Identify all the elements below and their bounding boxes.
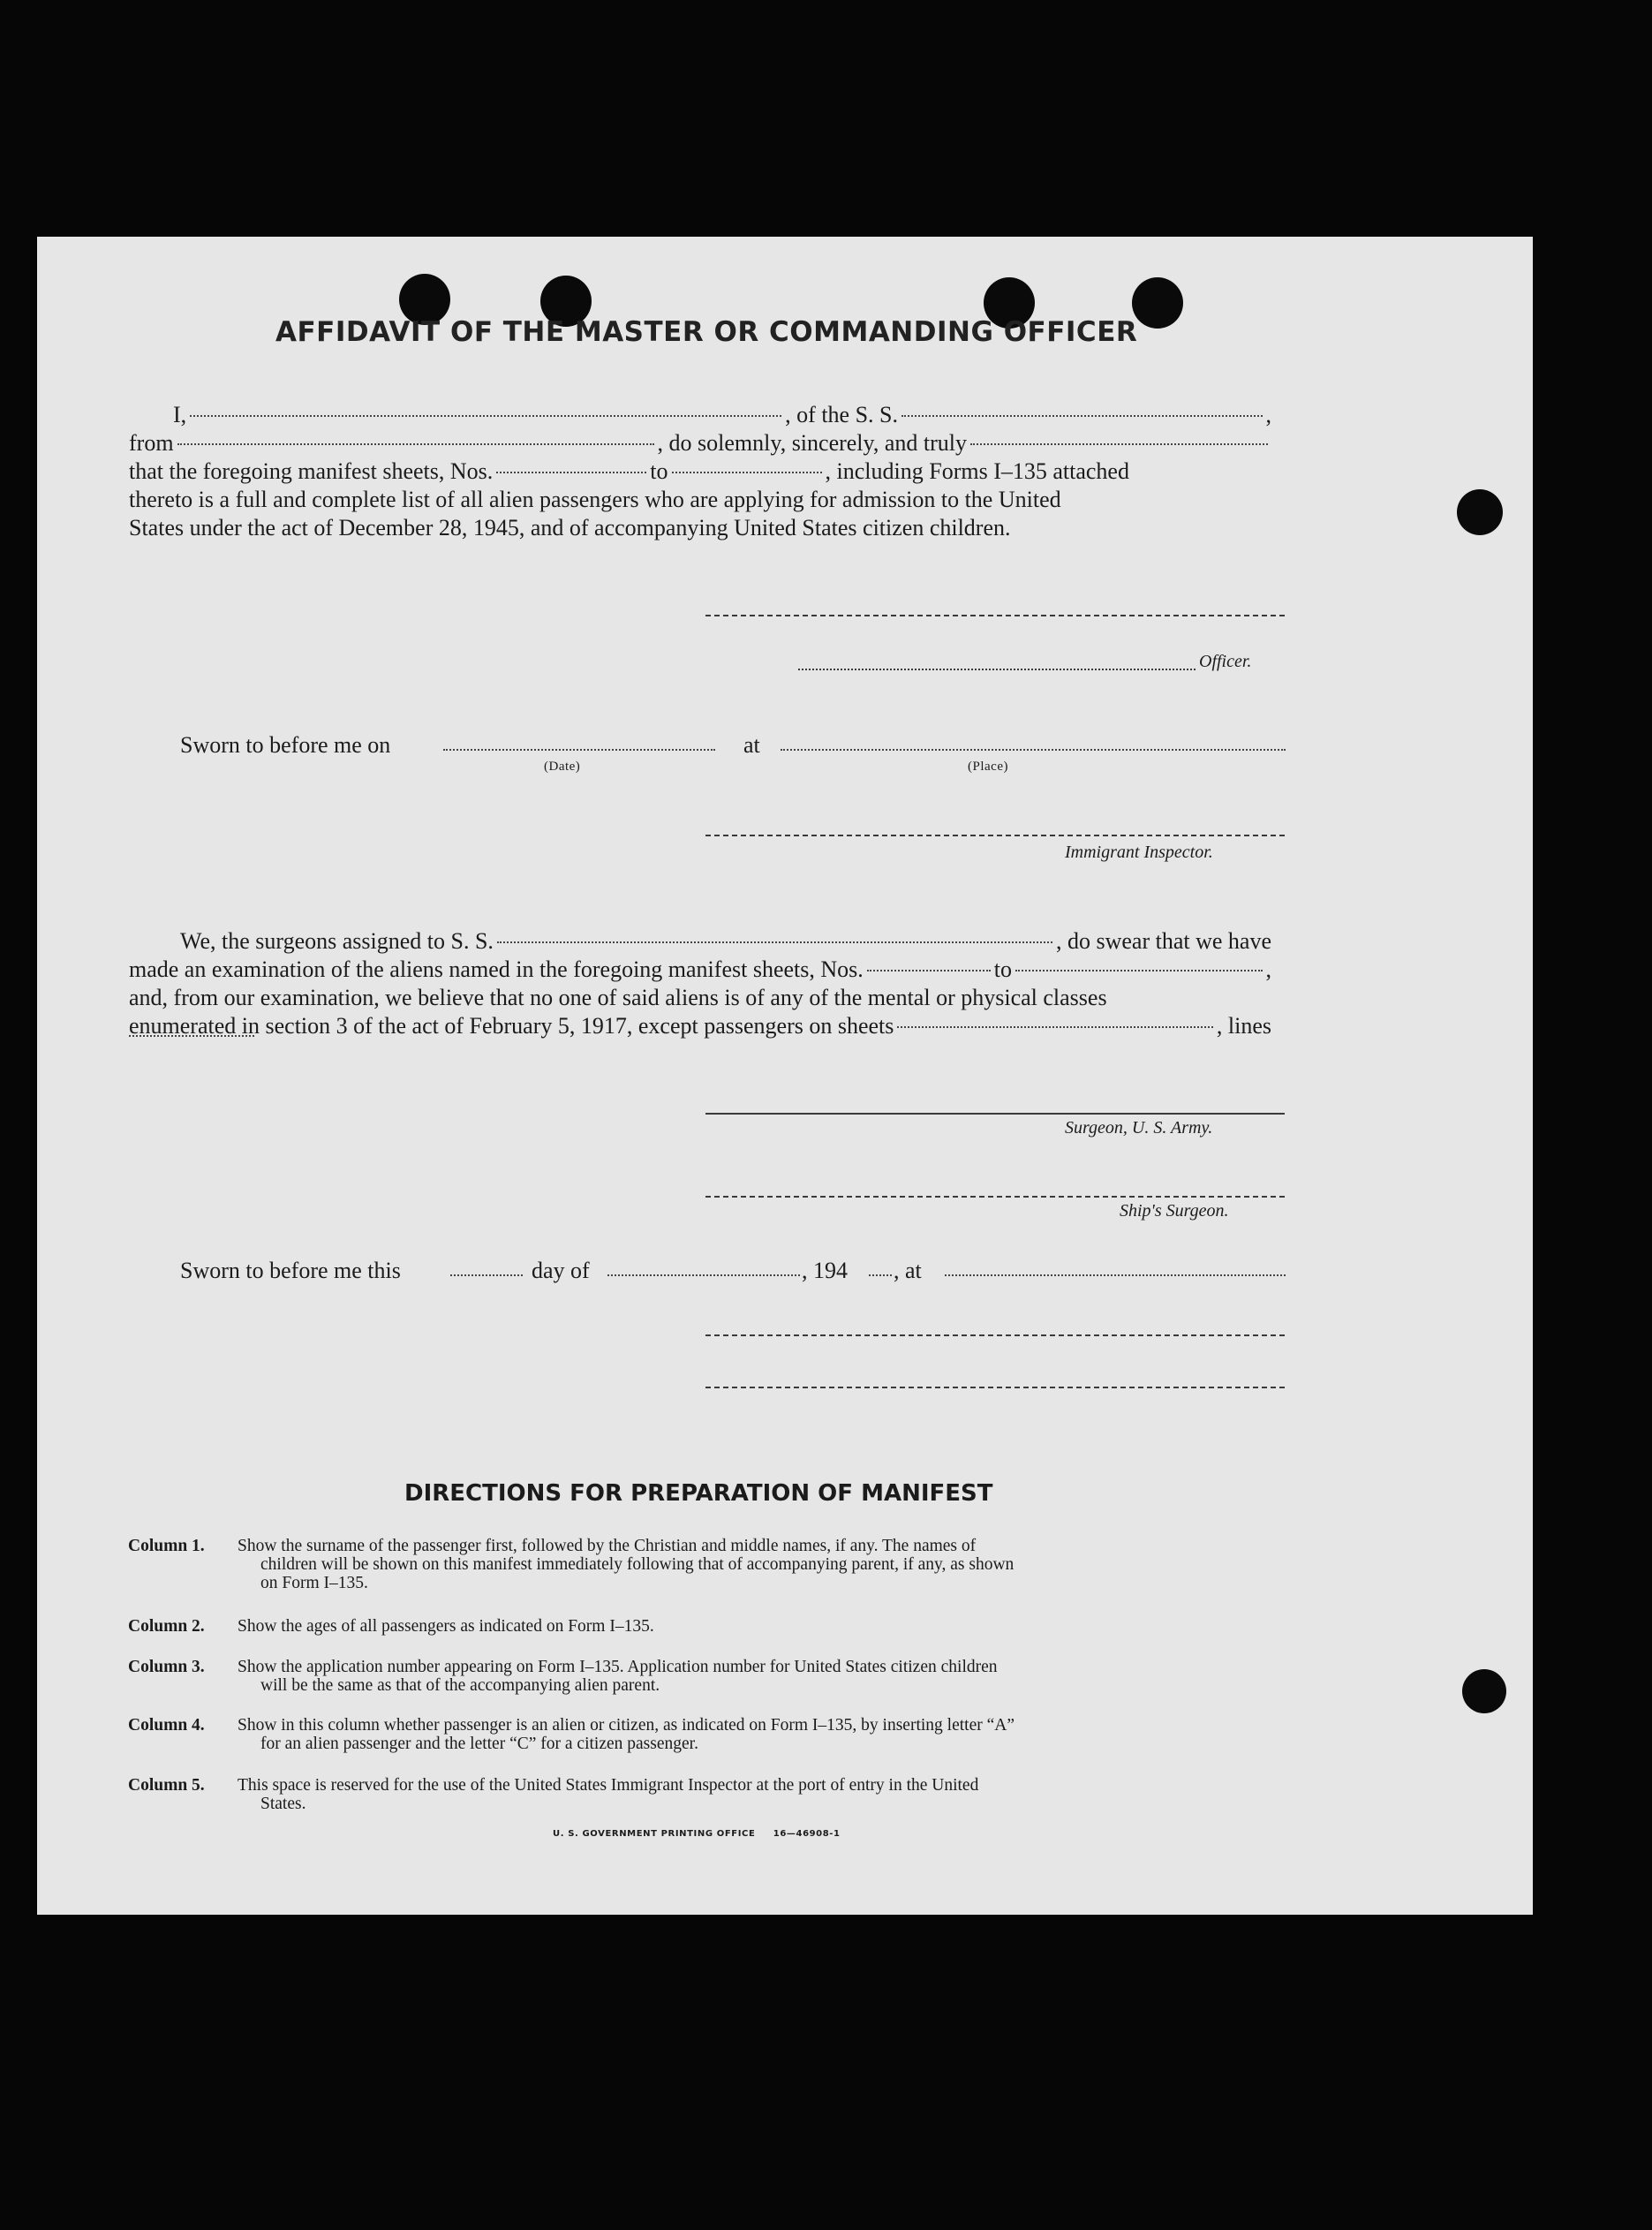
column-label: Column 5. <box>128 1776 205 1795</box>
column-text: States. <box>260 1795 306 1813</box>
ships-surgeon-label: Ship's Surgeon. <box>1120 1201 1229 1221</box>
sworn-date-field[interactable] <box>443 749 715 751</box>
sworn-day-line <box>180 1257 1286 1285</box>
officer-title-line[interactable] <box>798 669 1196 670</box>
affidavit-text: I, <box>173 402 187 427</box>
sworn-day-field[interactable] <box>450 1274 523 1276</box>
immigrant-inspector-label: Immigrant Inspector. <box>1065 843 1213 862</box>
column-label: Column 2. <box>128 1617 205 1636</box>
surgeons-text: made an examination of the aliens named in the foregoing manifest sheets, Nos. <box>129 956 864 982</box>
ship-name-field[interactable] <box>901 415 1262 417</box>
affidavit-text: , do solemnly, sincerely, and truly <box>657 430 967 456</box>
excepted-lines-field[interactable] <box>129 1035 254 1037</box>
punch-hole <box>1132 277 1183 329</box>
sworn-year-field[interactable] <box>869 1274 892 1276</box>
column-text: children will be shown on this manifest immediately following that of accompanying parent, if any, as shown <box>260 1555 1015 1574</box>
place-caption: (Place) <box>968 760 1008 774</box>
surgeons-text: to <box>993 956 1012 982</box>
sworn-text: Sworn to before me on <box>180 732 391 758</box>
sheet-from-field[interactable] <box>496 472 646 473</box>
manifest-page <box>37 237 1533 1915</box>
sworn-location-field[interactable] <box>945 1274 1286 1276</box>
column-text: on Form I–135. <box>260 1574 368 1592</box>
punch-hole <box>1462 1669 1506 1713</box>
notary-title-line[interactable] <box>705 1387 1285 1388</box>
sworn-text: , at <box>894 1258 922 1283</box>
immigrant-inspector-signature-line[interactable] <box>705 835 1285 836</box>
column-label: Column 4. <box>128 1716 205 1735</box>
surgeons-ship-field[interactable] <box>497 941 1052 943</box>
master-name-field[interactable] <box>190 415 781 417</box>
column-label: Column 3. <box>128 1658 205 1676</box>
affidavit-text: , <box>1265 402 1271 427</box>
column-text: Show the surname of the passenger first, followed by the Christian and middle names, if any. The names of <box>238 1537 977 1555</box>
printing-office-imprint: U. S. GOVERNMENT PRINTING OFFICE 16—46908-1 <box>553 1829 841 1839</box>
affidavit-title: AFFIDAVIT OF THE MASTER OR COMMANDING OFFICER <box>275 316 1138 348</box>
sworn-place-field[interactable] <box>781 749 1286 751</box>
sheet-to-field[interactable] <box>672 472 822 473</box>
officer-label: Officer. <box>1199 652 1252 671</box>
army-surgeon-signature-line[interactable] <box>705 1113 1285 1115</box>
affidavit-text: thereto is a full and complete list of all alien passengers who are applying for admission to the United <box>129 487 1061 512</box>
sworn-text: at <box>743 732 760 758</box>
column-text: Show in this column whether passenger is an alien or citizen, as indicated on Form I–135, by inserting letter “A” <box>238 1716 1015 1735</box>
affidavit-text: , including Forms I–135 attached <box>825 458 1129 484</box>
affidavit-text: that the foregoing manifest sheets, Nos. <box>129 458 494 484</box>
column-text: will be the same as that of the accompanying alien parent. <box>260 1676 660 1695</box>
surgeons-sheet-to-field[interactable] <box>1015 970 1263 971</box>
surgeons-sheet-from-field[interactable] <box>867 970 991 971</box>
column-label: Column 1. <box>128 1537 205 1555</box>
master-affidavit-paragraph <box>129 401 1271 542</box>
surgeons-text: We, the surgeons assigned to S. S. <box>180 928 494 954</box>
directions-title: DIRECTIONS FOR PREPARATION OF MANIFEST <box>404 1480 993 1507</box>
sworn-month-field[interactable] <box>607 1274 800 1276</box>
ships-surgeon-signature-line[interactable] <box>705 1196 1285 1198</box>
date-caption: (Date) <box>544 760 581 774</box>
punch-hole <box>1457 489 1503 535</box>
surgeons-text: and, from our examination, we believe that no one of said aliens is of any of the mental or physical classes <box>129 985 1107 1010</box>
column-text: Show the application number appearing on Form I–135. Application number for United States citizen children <box>238 1658 998 1676</box>
surgeons-text: , <box>1265 956 1271 982</box>
surgeons-text: , do swear that we have <box>1055 928 1271 954</box>
surgeons-paragraph <box>129 927 1271 1069</box>
sworn-text: Sworn to before me this <box>180 1258 401 1283</box>
sworn-date-line <box>180 731 1286 760</box>
excepted-sheets-field[interactable] <box>897 1026 1212 1028</box>
affidavit-text: to <box>650 458 668 484</box>
army-surgeon-label: Surgeon, U. S. Army. <box>1065 1118 1213 1138</box>
affidavit-text: , of the S. S. <box>785 402 899 427</box>
column-text: for an alien passenger and the letter “C” for a citizen passenger. <box>260 1735 698 1753</box>
surgeons-text: , lines <box>1216 1013 1271 1039</box>
sworn-text: , 194 <box>802 1258 848 1283</box>
departure-port-field[interactable] <box>177 443 654 445</box>
sworn-text: day of <box>532 1258 590 1283</box>
affirm-field[interactable] <box>970 443 1268 445</box>
master-signature-line[interactable] <box>705 615 1285 616</box>
notary-signature-line[interactable] <box>705 1334 1285 1336</box>
affidavit-text: from <box>129 430 174 456</box>
column-text: This space is reserved for the use of the United States Immigrant Inspector at the port of entry in the United <box>238 1776 979 1795</box>
affidavit-text: States under the act of December 28, 1945, and of accompanying United States citizen children. <box>129 515 1011 540</box>
column-text: Show the ages of all passengers as indicated on Form I–135. <box>238 1617 654 1636</box>
surgeons-text: enumerated in section 3 of the act of February 5, 1917, except passengers on sheets <box>129 1013 894 1039</box>
